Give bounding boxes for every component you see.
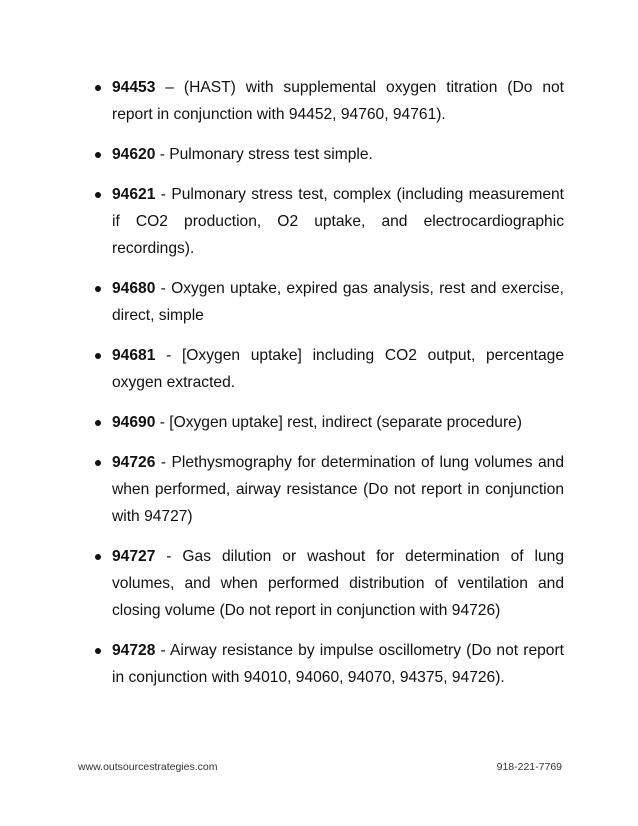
list-item bbox=[96, 181, 564, 262]
separator: - bbox=[155, 642, 171, 659]
procedure-description: Airway resistance by impulse oscillometry (Do not report in conjunction with 94010, 94060, 94070, 94375, 94726). bbox=[112, 642, 564, 686]
list-item bbox=[96, 637, 564, 691]
bullet-icon bbox=[95, 420, 101, 426]
footer-website: www.outsourcestrategies.com bbox=[78, 761, 218, 773]
list-item bbox=[96, 449, 564, 530]
procedure-description: Oxygen uptake, expired gas analysis, rest and exercise, direct, simple bbox=[112, 280, 565, 324]
procedure-description: [Oxygen uptake] including CO2 output, percentage oxygen extracted. bbox=[112, 347, 564, 391]
procedure-code-list bbox=[96, 74, 564, 704]
procedure-code: 94621 bbox=[112, 186, 156, 203]
footer-phone: 918-221-7769 bbox=[496, 761, 562, 773]
procedure-code: 94727 bbox=[112, 548, 156, 565]
separator: - bbox=[155, 414, 170, 431]
separator: - bbox=[155, 280, 172, 297]
procedure-description: [Oxygen uptake] rest, indirect (separate procedure) bbox=[169, 414, 523, 431]
bullet-icon bbox=[95, 286, 101, 292]
list-item bbox=[96, 275, 564, 329]
bullet-icon bbox=[95, 85, 101, 91]
list-item bbox=[96, 74, 564, 128]
list-item bbox=[96, 543, 564, 624]
procedure-code: 94728 bbox=[112, 642, 156, 659]
procedure-code: 94453 bbox=[112, 79, 156, 96]
bullet-icon bbox=[95, 152, 101, 158]
procedure-description: Pulmonary stress test simple. bbox=[169, 146, 373, 163]
bullet-icon bbox=[95, 648, 101, 654]
separator: - bbox=[155, 548, 183, 565]
list-item bbox=[96, 342, 564, 396]
list-item bbox=[96, 409, 564, 436]
list-item bbox=[96, 141, 564, 168]
procedure-description: Gas dilution or washout for determination of lung volumes, and when performed distribution of ventilation and closing volume (Do not report in conjunction with 94726) bbox=[112, 548, 564, 619]
separator: - bbox=[155, 454, 172, 471]
procedure-code: 94620 bbox=[112, 146, 156, 163]
procedure-description: Pulmonary stress test, complex (including measurement if CO2 production, O2 uptake, and electrocardiographic recordings). bbox=[112, 186, 565, 257]
procedure-code: 94690 bbox=[112, 414, 156, 431]
separator: - bbox=[155, 347, 182, 364]
page-footer bbox=[78, 761, 562, 773]
procedure-code: 94680 bbox=[112, 280, 156, 297]
procedure-description: Plethysmography for determination of lung volumes and when performed, airway resistance (Do not report in conjunction with 94727) bbox=[112, 454, 564, 525]
bullet-icon bbox=[95, 554, 101, 560]
procedure-code: 94726 bbox=[112, 454, 156, 471]
separator: - bbox=[155, 146, 170, 163]
separator: – bbox=[155, 79, 184, 96]
procedure-description: (HAST) with supplemental oxygen titration (Do not report in conjunction with 94452, 94760, 94761). bbox=[112, 79, 564, 123]
procedure-code: 94681 bbox=[112, 347, 156, 364]
bullet-icon bbox=[95, 460, 101, 466]
bullet-icon bbox=[95, 353, 101, 359]
bullet-icon bbox=[95, 192, 101, 198]
separator: - bbox=[155, 186, 172, 203]
